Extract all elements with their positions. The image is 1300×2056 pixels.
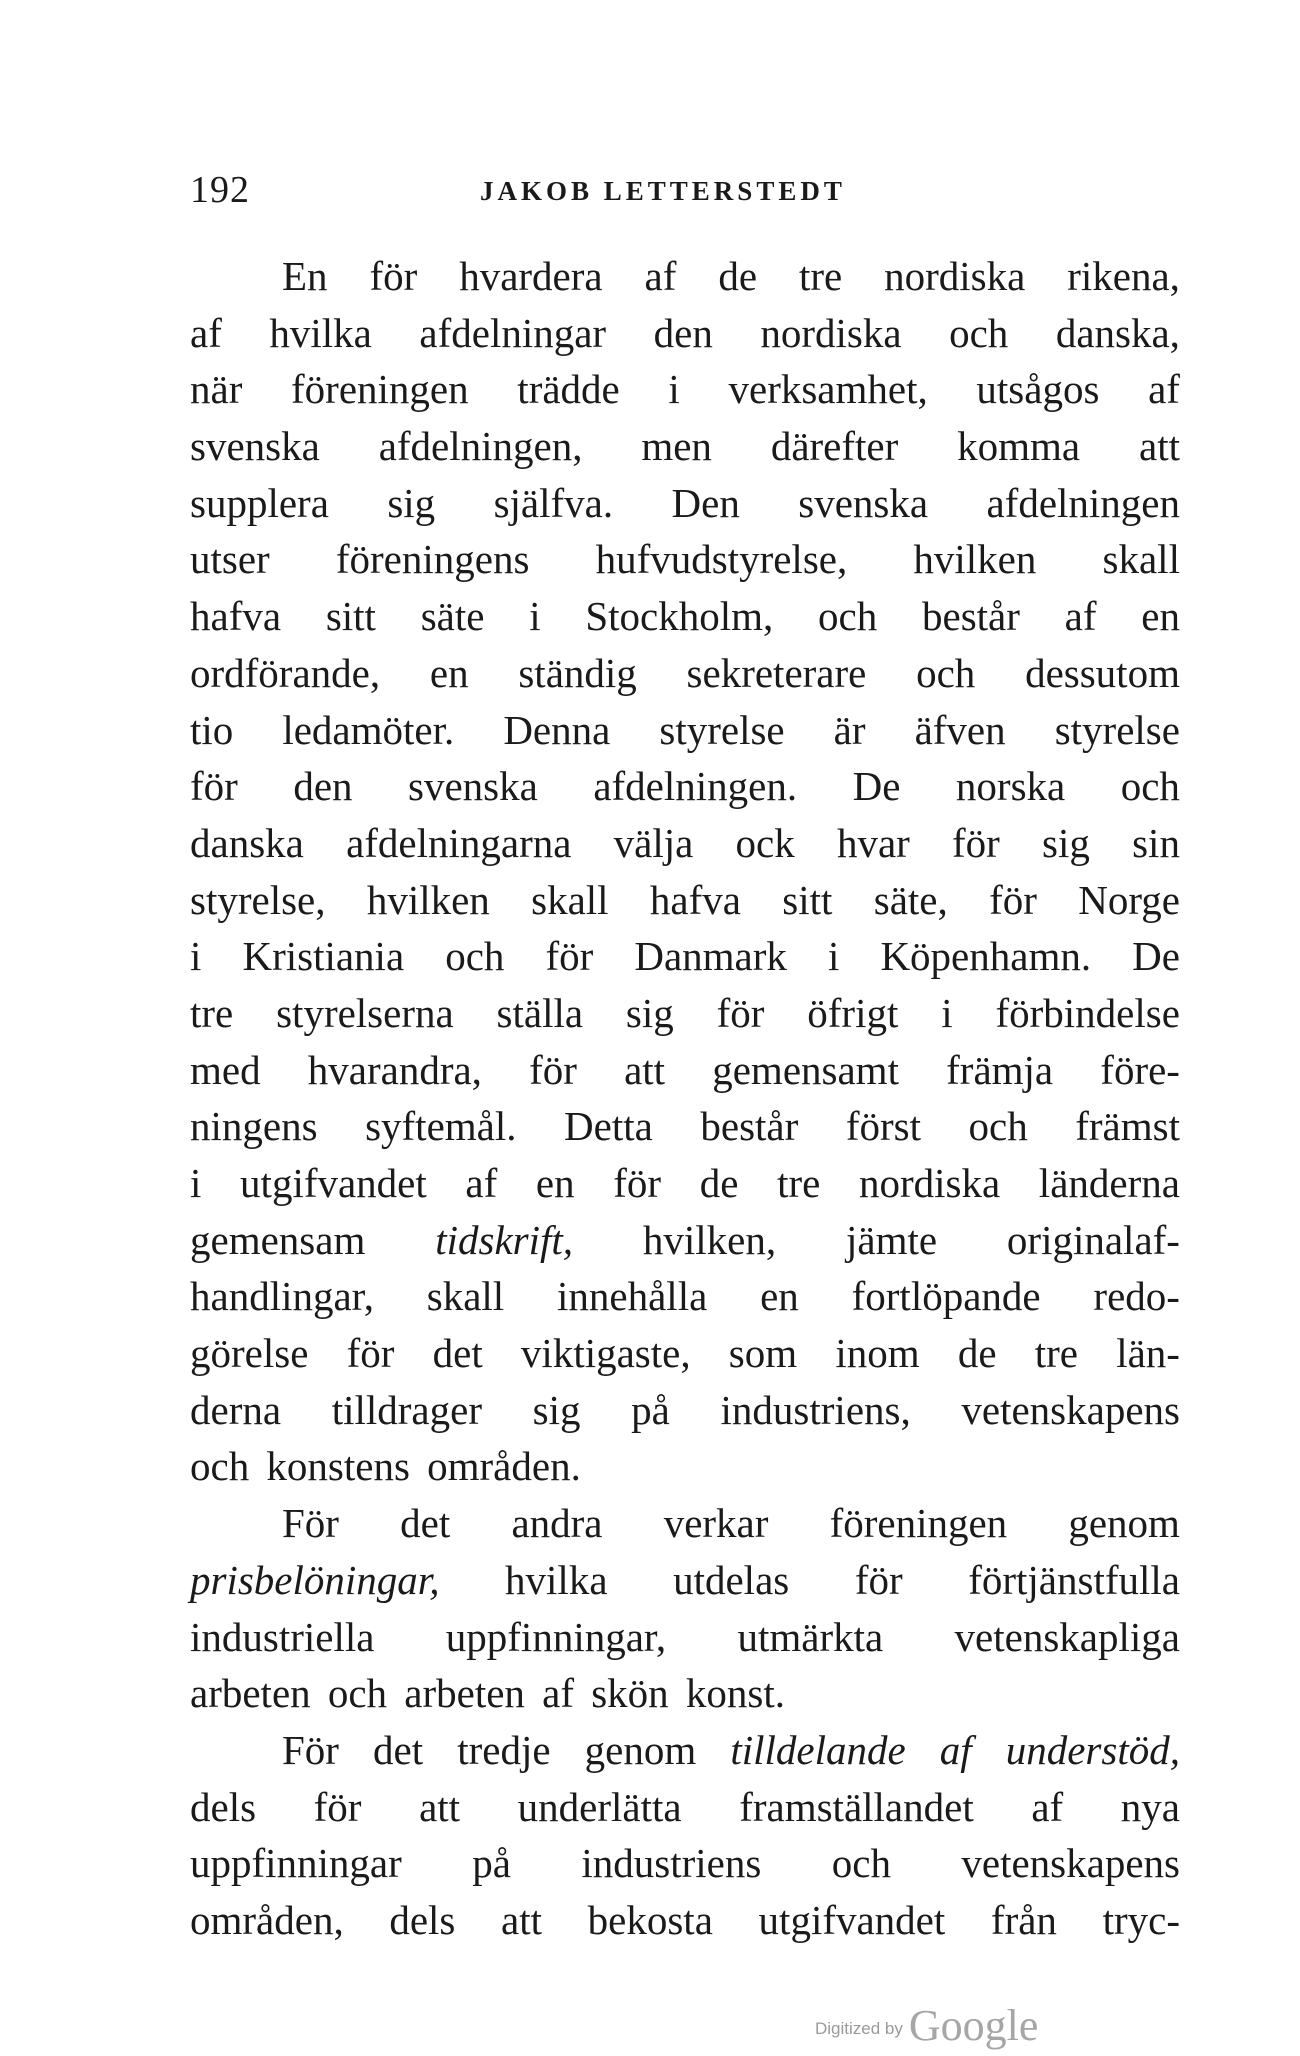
word: De [1132, 933, 1180, 980]
word: styrelse, [190, 876, 326, 923]
word: konst. [685, 1670, 786, 1717]
running-head: JAKOB LETTERSTEDT [480, 176, 846, 206]
word: syftemål. [365, 1103, 517, 1150]
word: bekosta [587, 1896, 713, 1943]
word: af [1031, 1783, 1064, 1830]
word: Stockholm, [585, 593, 774, 640]
word: industriens [581, 1840, 762, 1887]
word: säte [420, 593, 485, 640]
word: dels [190, 1783, 257, 1830]
text-line [190, 1835, 1180, 1892]
page-number: 192 [190, 169, 250, 211]
text-line [190, 1609, 1180, 1666]
word: från [990, 1896, 1057, 1943]
word: och [818, 593, 878, 640]
word: hvarandra, [307, 1046, 482, 1093]
word: andra [511, 1500, 603, 1547]
word: för [313, 1783, 362, 1830]
word: Denna [503, 706, 611, 753]
word: af [465, 1160, 498, 1206]
text-line [190, 361, 1180, 418]
word: en [1141, 593, 1180, 640]
word: uppfinningar [190, 1840, 402, 1887]
word: i [190, 933, 202, 980]
word: afdelningen. [593, 763, 798, 810]
word: utdelas [673, 1556, 790, 1603]
word: gemensam [190, 1216, 366, 1263]
word: konstens [266, 1443, 410, 1490]
word: styrelserna [276, 989, 454, 1036]
text-line [190, 1382, 1180, 1439]
word: nordiska [760, 309, 902, 356]
word: genom [1068, 1500, 1180, 1547]
word: består [700, 1103, 799, 1150]
word: derna [190, 1386, 282, 1433]
word: ningens [190, 1103, 318, 1150]
word: hvilka [505, 1556, 608, 1603]
word: en [429, 649, 469, 696]
word: nya [1120, 1783, 1180, 1830]
word: det [373, 1726, 424, 1773]
word: består [922, 593, 1020, 640]
word: norska [955, 763, 1066, 810]
word: Norge [1078, 876, 1180, 923]
word: afdelningen [986, 479, 1180, 526]
word: länderna [1038, 1160, 1180, 1206]
text-line [190, 475, 1180, 532]
text-line [190, 872, 1180, 929]
word: styrelse [659, 706, 785, 753]
word: industriella [190, 1613, 375, 1660]
word: det [400, 1500, 451, 1547]
word: sekreterare [686, 649, 867, 696]
word: utgifvandet [240, 1160, 427, 1206]
word: att [419, 1783, 461, 1830]
word: tre [798, 253, 843, 299]
word: områden. [427, 1443, 581, 1490]
word: inom [835, 1330, 920, 1377]
word: de [957, 1330, 997, 1377]
word: tryc- [1102, 1896, 1180, 1943]
word: sig [1042, 819, 1090, 866]
word: ledamöter. [282, 706, 455, 753]
word: det [432, 1330, 483, 1377]
word: afdelningarna [346, 819, 572, 866]
word: framställandet [739, 1783, 974, 1830]
word: föreningen [829, 1500, 1008, 1547]
word: förbindelse [995, 989, 1180, 1036]
text-line [190, 1098, 1180, 1155]
word: och [445, 933, 505, 980]
word: prisbelöningar, [190, 1556, 440, 1603]
word: den [293, 763, 353, 810]
word: sitt [325, 593, 376, 640]
word: är [833, 706, 866, 753]
word: ock [735, 819, 795, 866]
word: med [190, 1046, 261, 1093]
word: men [641, 423, 712, 470]
word: redo- [1093, 1273, 1180, 1320]
word: i [941, 989, 953, 1036]
word: de [699, 1160, 739, 1206]
text-line [190, 758, 1180, 815]
word: på [472, 1840, 511, 1887]
word: i [190, 1160, 202, 1206]
word: arbeten [404, 1670, 525, 1717]
word: skön [591, 1670, 669, 1717]
word: sig [387, 479, 436, 526]
word: tidskrift, [435, 1216, 574, 1263]
word: hvar [836, 819, 910, 866]
word: danska, [1055, 309, 1180, 356]
word: främja [946, 1046, 1054, 1093]
word: äfven [914, 706, 1006, 753]
text-line [190, 702, 1180, 759]
word: tre [190, 989, 234, 1036]
word: tre [1034, 1330, 1079, 1377]
word: industriens, [720, 1386, 911, 1433]
text-line [190, 985, 1180, 1042]
word: görelse [190, 1330, 309, 1377]
word: och [1120, 763, 1180, 810]
text-line [190, 1892, 1180, 1949]
text-line [190, 1552, 1180, 1609]
word: för [716, 989, 765, 1036]
word: utsågos [976, 366, 1100, 413]
word: välja [613, 819, 694, 866]
word: hvardera [459, 253, 603, 299]
word: underlätta [517, 1783, 682, 1830]
word: Den [671, 479, 740, 526]
word: när [190, 366, 243, 413]
word: för [529, 1046, 577, 1093]
word: vetenskapens [961, 1386, 1180, 1433]
word: genom [584, 1726, 697, 1773]
word: danska [190, 819, 304, 866]
word: och [831, 1840, 891, 1887]
word: hvilken [366, 876, 490, 923]
text-line [190, 588, 1180, 645]
text-line [190, 248, 1180, 305]
word: En [282, 253, 328, 299]
word: föreningens [335, 536, 530, 583]
text-line [190, 1268, 1180, 1325]
word: sig [625, 989, 674, 1036]
word: arbeten [190, 1670, 311, 1717]
word: att [501, 1896, 543, 1943]
word: vetenskapens [961, 1840, 1180, 1887]
word: hufvudstyrelse, [595, 536, 848, 583]
word: och [949, 309, 1009, 356]
word: hafva [190, 593, 282, 640]
word: hafva [649, 876, 741, 923]
page-header [190, 168, 1180, 228]
text-line [190, 1155, 1180, 1212]
word: De [852, 763, 901, 810]
word: af [1148, 366, 1180, 413]
word: tilldrager [331, 1386, 482, 1433]
word: på [631, 1386, 670, 1433]
text-line [190, 1495, 1180, 1552]
word: i [529, 593, 541, 640]
text-line [190, 1779, 1180, 1836]
word: utmärkta [737, 1613, 884, 1660]
word: för [854, 1556, 903, 1603]
word: viktigaste, [520, 1330, 691, 1377]
word: skall [531, 876, 609, 923]
word: svenska [798, 479, 929, 526]
word: och [916, 649, 976, 696]
word: och [190, 1443, 250, 1490]
word: de [718, 253, 758, 299]
word: sin [1132, 819, 1180, 866]
word: nordiska [884, 253, 1026, 299]
word: Danmark [634, 933, 787, 980]
word: innehålla [557, 1273, 708, 1320]
word: tio [190, 706, 234, 753]
word: svenska [190, 423, 320, 470]
word: sig [532, 1386, 581, 1433]
word: uppfinningar, [445, 1613, 667, 1660]
word: rikena, [1067, 253, 1180, 299]
word: utgifvandet [758, 1896, 946, 1943]
word: af [644, 253, 677, 299]
text-line [190, 928, 1180, 985]
word: för [545, 933, 594, 980]
text-line [190, 1325, 1180, 1382]
word: för [346, 1330, 395, 1377]
word: län- [1116, 1330, 1180, 1377]
digitized-watermark [815, 2000, 1038, 2051]
word: hvilka [269, 309, 372, 356]
word: verkar [663, 1500, 769, 1547]
word: dels [389, 1896, 456, 1943]
word: och [327, 1670, 388, 1717]
word: att [624, 1046, 666, 1093]
word: för [613, 1160, 662, 1206]
word: en [535, 1160, 575, 1206]
word: en [760, 1273, 799, 1320]
word: främst [1075, 1103, 1180, 1150]
word: sitt [782, 876, 833, 923]
word: tredje [457, 1726, 551, 1773]
text-line [190, 1438, 1180, 1495]
word: och [968, 1103, 1028, 1150]
word: För [282, 1726, 339, 1773]
word: för [190, 763, 238, 810]
word: komma [957, 423, 1081, 470]
word: förtjänstfulla [968, 1556, 1180, 1603]
word: verksamhet, [728, 366, 928, 413]
word: fortlöpande [851, 1273, 1041, 1320]
word: af [1064, 593, 1097, 640]
text-line [190, 645, 1180, 702]
word: som [728, 1330, 798, 1377]
word: gemensamt [712, 1046, 899, 1093]
word: supplera [190, 479, 329, 526]
word: ordförande, [190, 649, 381, 696]
word: afdelningen, [378, 423, 583, 470]
word: dessutom [1025, 649, 1180, 696]
text-line [190, 1042, 1180, 1099]
word: att [1139, 423, 1180, 470]
word: styrelse [1054, 706, 1180, 753]
word: svenska [408, 763, 538, 810]
word: tilldelande [730, 1726, 906, 1773]
word: af [939, 1726, 972, 1773]
word: i [668, 366, 680, 413]
word: föreningen [291, 366, 469, 413]
word: före- [1100, 1046, 1180, 1093]
word: trädde [517, 366, 620, 413]
word: vetenskapliga [954, 1613, 1180, 1660]
word: tre [777, 1160, 821, 1206]
word: ställa [496, 989, 584, 1036]
word: först [845, 1103, 921, 1150]
word: originalaf- [1006, 1216, 1180, 1263]
word: områden, [190, 1896, 344, 1943]
watermark-prefix: Digitized by [815, 2019, 903, 2038]
word: understöd, [1005, 1726, 1180, 1773]
google-logo: Google [908, 2001, 1039, 2050]
word: Detta [564, 1103, 653, 1150]
word: af [542, 1670, 574, 1717]
word: för [989, 876, 1037, 923]
word: För [282, 1500, 339, 1547]
word: handlingar, [190, 1273, 374, 1320]
word: för [369, 253, 418, 299]
word: nordiska [858, 1160, 1001, 1206]
word: Köpenhamn. [880, 933, 1092, 980]
word: utser [190, 536, 270, 583]
text-line [190, 1722, 1180, 1779]
word: öfrigt [807, 989, 899, 1036]
word: säte, [873, 876, 948, 923]
text-line [190, 418, 1180, 475]
word: för [952, 819, 1000, 866]
word: skall [426, 1273, 505, 1320]
word: skall [1102, 536, 1180, 583]
word: därefter [770, 423, 899, 470]
word: af [190, 309, 222, 356]
text-line [190, 1665, 1180, 1722]
word: jämte [845, 1216, 938, 1263]
word: ständig [518, 649, 637, 696]
word: den [653, 309, 713, 356]
word: hvilken [913, 536, 1037, 583]
word: afdelningar [419, 309, 607, 356]
word: Kristiania [242, 933, 405, 980]
text-line [190, 1212, 1180, 1269]
word: i [827, 933, 840, 980]
body-text [190, 248, 1180, 1949]
word: själfva. [493, 479, 614, 526]
word: hvilken, [642, 1216, 777, 1263]
text-line [190, 305, 1180, 362]
text-line [190, 531, 1180, 588]
text-line [190, 815, 1180, 872]
